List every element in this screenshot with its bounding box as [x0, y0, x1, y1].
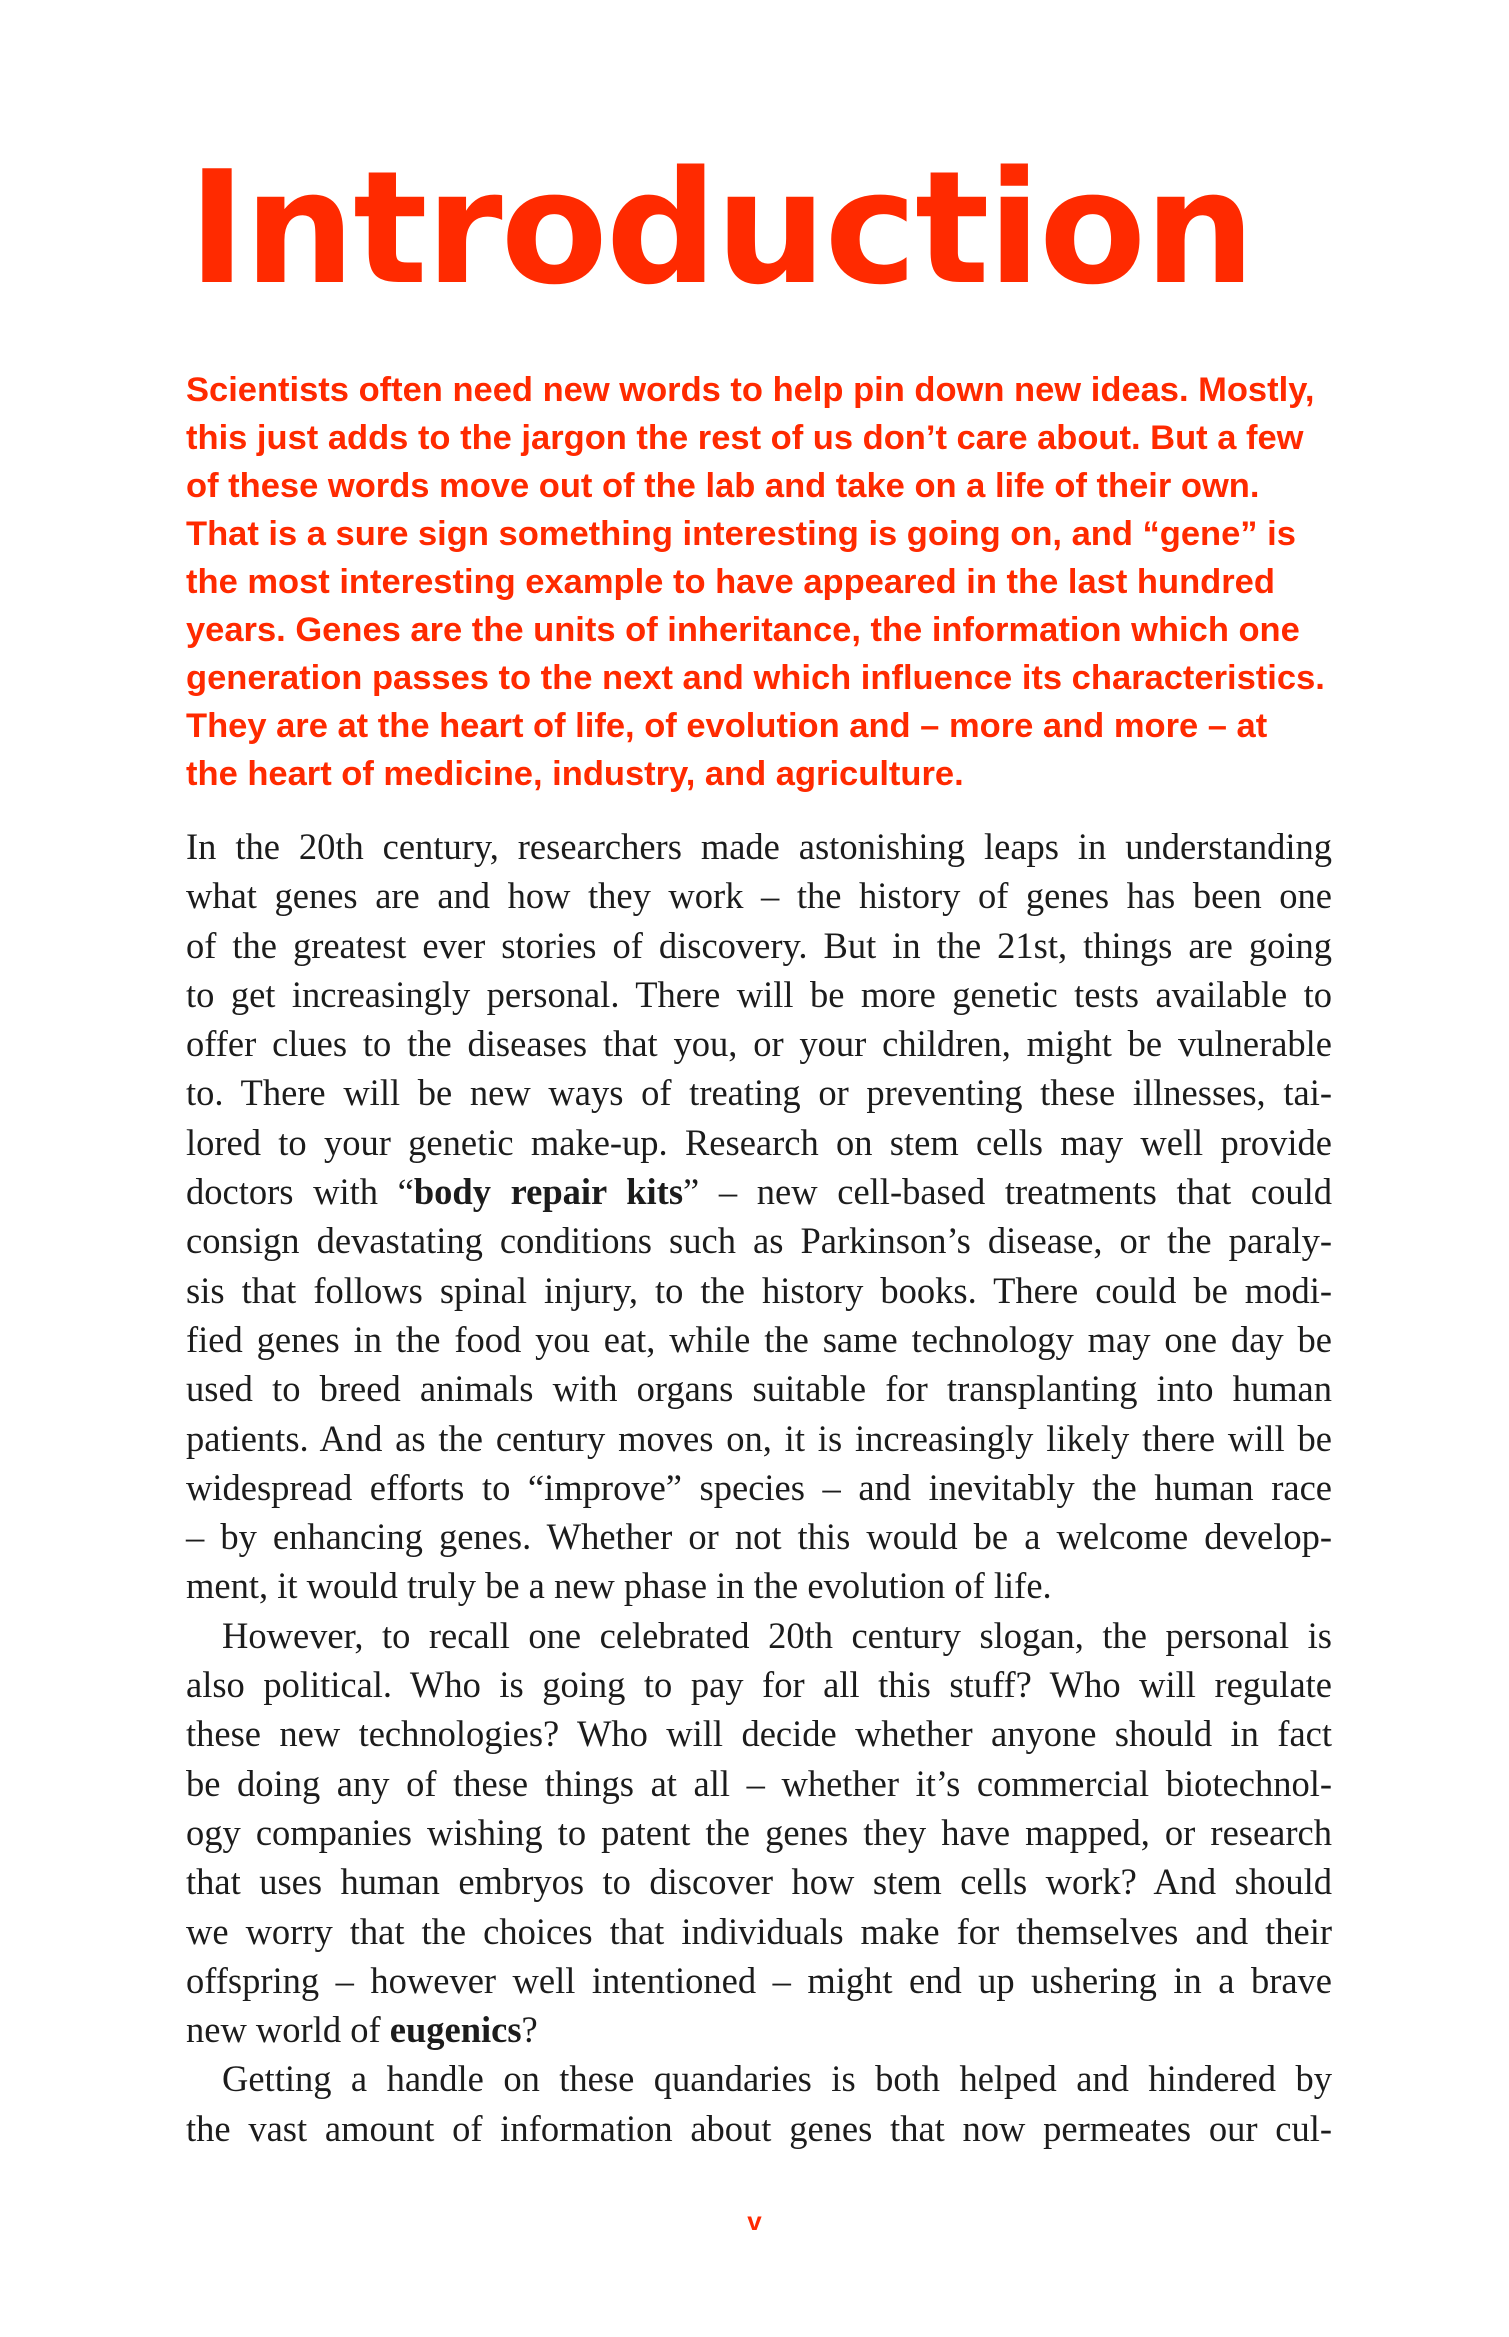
body-line: consign devastating conditions such as Parkinson’s disease, or the paraly-	[186, 1220, 1332, 1262]
body-line: be doing any of these things at all – whether it’s commercial biotechnol-	[186, 1762, 1332, 1804]
lead-line: That is a sure sign something interesting is going on, and “gene” is	[186, 515, 1296, 553]
lead-line: of these words move out of the lab and take on a life of their own.	[186, 467, 1260, 505]
body-line: what genes are and how they work – the history of genes has been one	[186, 875, 1332, 917]
body-line: However, to recall one celebrated 20th century slogan, the personal is	[222, 1614, 1332, 1656]
body-line: ment, it would truly be a new phase in the evolution of life.	[186, 1565, 1052, 1607]
body-line: of the greatest ever stories of discovery. But in the 21st, things are going	[186, 924, 1332, 966]
body-line: used to breed animals with organs suitable for transplanting into human	[186, 1368, 1332, 1410]
chapter-title: Introduction	[188, 137, 1254, 319]
body-line: also political. Who is going to pay for all this stuff? Who will regulate	[186, 1664, 1332, 1706]
body-line: these new technologies? Who will decide whether anyone should in fact	[186, 1713, 1332, 1755]
body-line: offer clues to the diseases that you, or your children, might be vulnerable	[186, 1023, 1332, 1065]
body-line-with-term	[186, 1167, 1332, 1216]
body-line: fied genes in the food you eat, while the same technology may one day be	[186, 1318, 1332, 1360]
body-line: Getting a handle on these quandaries is both helped and hindered by	[222, 2058, 1332, 2100]
lead-line: years. Genes are the units of inheritance, the information which one	[186, 611, 1300, 649]
body-line: – by enhancing genes. Whether or not this would be a welcome develop-	[186, 1516, 1332, 1558]
text-fragment: ” – new cell-based treatments that could	[683, 1171, 1333, 1213]
body-line: we worry that the choices that individuals make for themselves and their	[186, 1910, 1332, 1952]
lead-line: the heart of medicine, industry, and agriculture.	[186, 755, 964, 793]
lead-line: generation passes to the next and which influence its characteristics.	[186, 659, 1325, 697]
body-line: to. There will be new ways of treating or preventing these illnesses, tai-	[186, 1072, 1332, 1114]
body-line: that uses human embryos to discover how stem cells work? And should	[186, 1861, 1332, 1903]
body-line: lored to your genetic make-up. Research on stem cells may well provide	[186, 1121, 1332, 1163]
body-text	[186, 822, 1332, 2153]
text-fragment: new world of	[186, 2009, 390, 2051]
body-line: ogy companies wishing to patent the genes they have mapped, or research	[186, 1811, 1332, 1853]
body-line: sis that follows spinal injury, to the history books. There could be modi-	[186, 1269, 1332, 1311]
body-line: widespread efforts to “improve” species – and inevitably the human race	[186, 1466, 1332, 1508]
body-line: the vast amount of information about genes that now permeates our cul-	[186, 2107, 1332, 2149]
body-line: patients. And as the century moves on, it is increasingly likely there will be	[186, 1417, 1332, 1459]
lead-paragraph	[186, 366, 1332, 798]
body-line: to get increasingly personal. There will be more genetic tests available to	[186, 973, 1332, 1015]
lead-line: the most interesting example to have appeared in the last hundred	[186, 563, 1275, 601]
text-fragment: doctors with “	[186, 1171, 414, 1213]
body-line: In the 20th century, researchers made astonishing leaps in understanding	[186, 826, 1332, 867]
body-line: offspring – however well intentioned – might end up ushering in a brave	[186, 1959, 1332, 2001]
lead-line: They are at the heart of life, of evolution and – more and more – at	[186, 707, 1268, 745]
text-fragment: ?	[521, 2009, 538, 2051]
body-line-with-term	[186, 2005, 1332, 2054]
lead-line: this just adds to the jargon the rest of us don’t care about. But a few	[186, 419, 1304, 457]
page-number: v	[747, 2206, 762, 2236]
bold-term-eugenics: eugenics	[389, 2009, 522, 2051]
bold-term-body-repair-kits: body repair kits	[413, 1171, 684, 1213]
lead-line: Scientists often need new words to help pin down new ideas. Mostly,	[186, 371, 1315, 409]
